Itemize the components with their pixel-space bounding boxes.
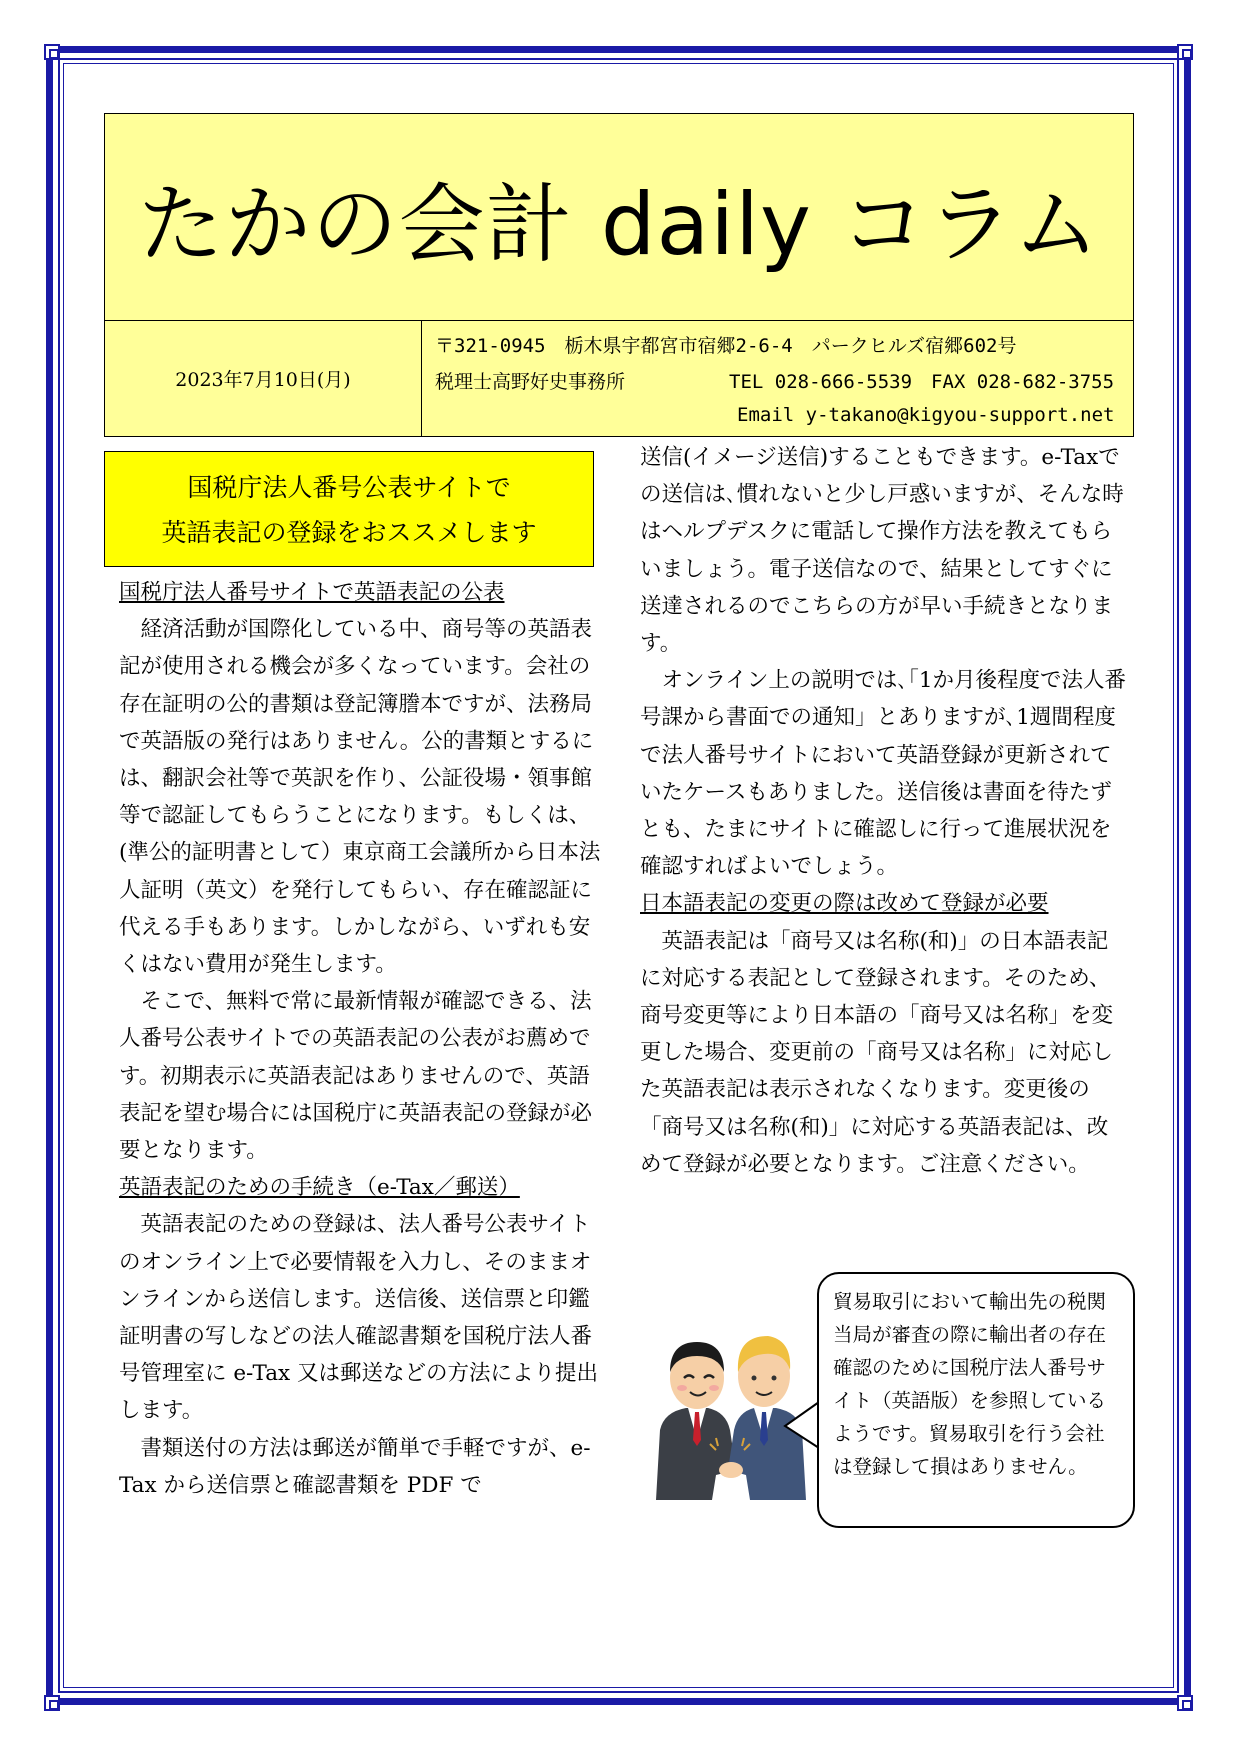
right-column — [640, 439, 1128, 1183]
issue-date: 2023年7月10日(月) — [105, 321, 422, 436]
office-name: 税理士高野好史事務所 — [435, 371, 626, 393]
section-heading: 日本語表記の変更の際は改めて登録が必要 — [640, 891, 1049, 917]
section-heading: 国税庁法人番号サイトで英語表記の公表 — [119, 580, 505, 605]
left-column — [119, 574, 601, 1504]
paragraph: そこで、無料で常に最新情報が確認できる、法人番号公表サイトでの英語表記の公表がお薦めです。初期表示に英語表記はありませんので、英語表記を望む場合には国税庁に英語表記の登録が必要となります。 — [119, 989, 593, 1164]
headline-line-2: 英語表記の登録をおススメします — [161, 518, 537, 547]
phone-fax: TEL 028-666-5539 FAX 028-682-3755 — [729, 371, 1115, 393]
paragraph: 経済活動が国際化している中、商号等の英語表記が使用される機会が多くなっています。会社の存在証明の公的書類は登記簿謄本ですが、法務局で英語版の発行はありません。公的書類とするには、翻訳会社等で英訳を作り、公証役場・領事館等で認証してもらうことになります。もしくは、(準公的証明書として）東京商工会議所から日本法人証明（英文）を発行してもらい、存在確認証に代える手もあります。しかしながら、いずれも安くはない費用が発生します。 — [119, 617, 601, 978]
frame-corner-bottom-left — [44, 1695, 60, 1711]
newsletter-title: たかの会計 daily コラム — [105, 114, 1133, 321]
frame-corner-top-left — [44, 44, 60, 60]
speech-bubble: 貿易取引において輸出先の税関当局が審査の際に輸出者の存在確認のために国税庁法人番号サイト（英語版）を参照しているようです。貿易取引を行う会社は登録して損はありません。 — [817, 1272, 1135, 1528]
email-address: Email y-takano@kigyou-support.net — [737, 404, 1115, 426]
address: 〒321-0945 栃木県宇都宮市宿郷2-6-4 パークヒルズ宿郷602号 — [435, 335, 1017, 357]
header-box — [104, 113, 1134, 437]
paragraph: オンライン上の説明では､｢1か月後程度で法人番号課から書面での通知」とありますが､1週間程度で法人番号サイトにおいて英語登録が更新されていたケースもありました。送信後は書面を待たずとも、たまにサイトに確認しに行って進展状況を確認すればよいでしょう。 — [640, 668, 1127, 880]
handshake-icon — [719, 1462, 743, 1478]
paragraph: 書類送付の方法は郵送が簡単で手軽ですが、e-Tax から送信票と確認書類を PDF で — [119, 1435, 591, 1498]
paragraph: 英語表記のための登録は、法人番号公表サイトのオンライン上で必要情報を入力し、そのままオンラインから送信します。送信後、送信票と印鑑証明書の写しなどの法人確認書類を国税庁法人番号管理室に e-Tax 又は郵送などの方法により提出します。 — [119, 1212, 599, 1424]
contact-info — [435, 321, 1125, 436]
paragraph: 英語表記は「商号又は名称(和)」の日本語表記に対応する表記として登録されます。そのため、商号変更等により日本語の「商号又は名称」を変更した場合、変更前の「商号又は名称」に対応した英語表記は表示されなくなります。変更後の「商号又は名称(和)」に対応する英語表記は、改めて登録が必要となります。ご注意ください。 — [640, 928, 1114, 1177]
article-headline — [104, 451, 594, 567]
paragraph: 送信(イメージ送信)することもできます。e-Taxでの送信は､慣れないと少し戸惑いますが、そんな時はヘルプデスクに電話して操作方法を教えてもらいましょう。電子送信なので、結果としてすぐに送達されるのでこちらの方が早い手続きとなります。 — [640, 445, 1124, 657]
section-heading: 英語表記のための手続き（e-Tax／郵送） — [119, 1175, 520, 1201]
frame-corner-top-right — [1177, 44, 1193, 60]
frame-corner-bottom-right — [1177, 1695, 1193, 1711]
headline-line-1: 国税庁法人番号公表サイトで — [187, 473, 511, 502]
